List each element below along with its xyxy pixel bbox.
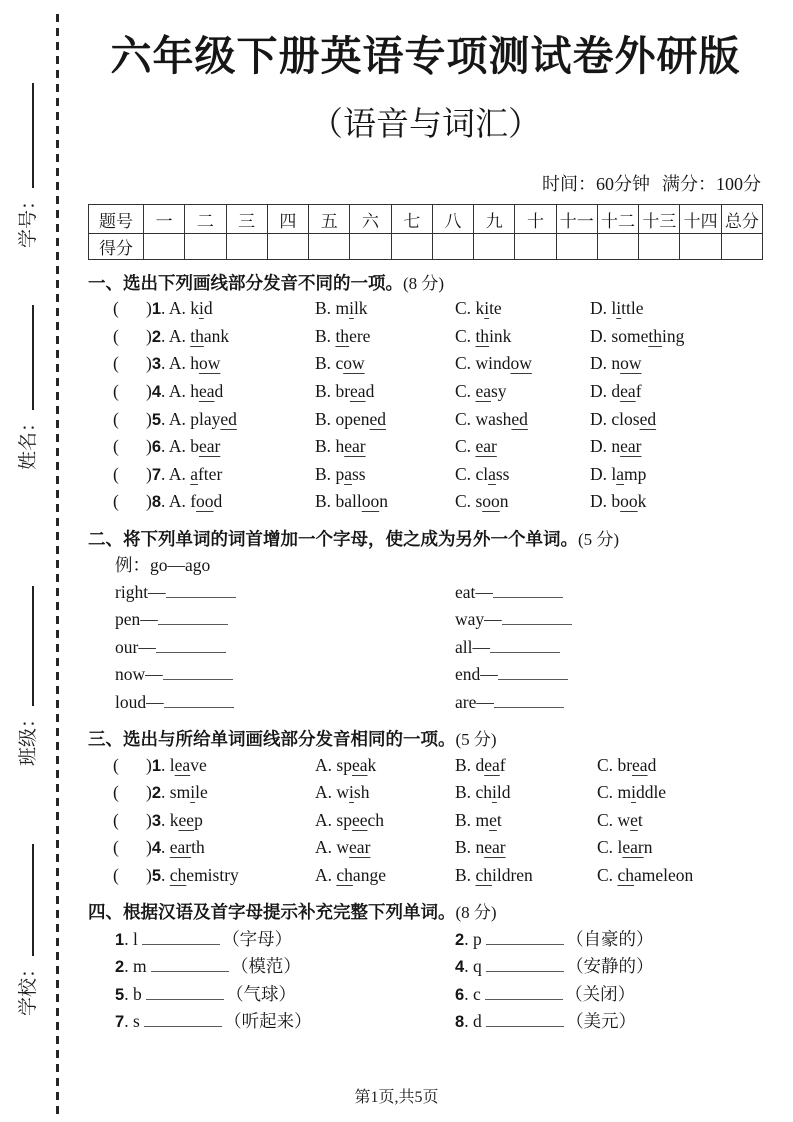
question-number: 2 (455, 930, 465, 949)
question-row (88, 488, 763, 516)
fill-item: 5. b （气球） (115, 983, 297, 1004)
answer-blank[interactable] (164, 692, 234, 708)
word: think (475, 325, 512, 346)
score-cell[interactable] (639, 234, 680, 260)
score-cell[interactable] (350, 234, 391, 260)
question-row (88, 350, 763, 378)
answer-paren[interactable]: ( (113, 298, 119, 319)
fill-row (88, 1007, 763, 1035)
answer-paren[interactable]: ( (113, 864, 119, 885)
question-stem: )5. chemistry (146, 864, 239, 885)
fill-item: 8. d （美元） (455, 1011, 637, 1032)
question-number: 4 (151, 383, 162, 402)
option-D: D. book (590, 491, 647, 512)
answer-blank[interactable] (493, 582, 563, 598)
question-stem: )3. keep (146, 809, 203, 830)
option-D: D. near (590, 436, 642, 457)
option-D: D. deaf (590, 381, 642, 402)
question-number: 5 (151, 410, 162, 429)
word: window (475, 353, 532, 374)
score-col-header: 十二 (597, 205, 638, 234)
fill-item: 2. m （模范） (115, 956, 301, 977)
section-points: (5 分) (578, 529, 620, 549)
exam-full-score: 满分：100分 (662, 174, 761, 194)
class-field (13, 571, 55, 766)
score-cell[interactable] (432, 234, 473, 260)
option-C: C. washed (455, 408, 528, 429)
word: middle (617, 782, 667, 803)
word: after (190, 463, 223, 484)
question-stem: )7. A. after (146, 463, 223, 484)
word: pass (335, 463, 366, 484)
exam-time: 时间：60分钟 (542, 174, 650, 194)
score-col-header: 二 (185, 205, 226, 234)
question-row (88, 433, 763, 461)
word: near (611, 436, 642, 457)
fill-item: 6. c （关闭） (455, 983, 636, 1004)
option-C: C. middle (597, 782, 667, 803)
score-col-header: 六 (350, 205, 391, 234)
answer-blank[interactable] (486, 929, 564, 945)
student-id-field (13, 80, 55, 248)
section-points: (5 分) (455, 730, 497, 750)
option-A: A. speak (315, 754, 377, 775)
sections (88, 272, 763, 1035)
question-number: 2 (151, 784, 162, 803)
word: hear (335, 436, 366, 457)
question-number: 8 (455, 1013, 465, 1032)
class-blank[interactable] (14, 586, 34, 706)
question-stem: )3. A. how (146, 353, 221, 374)
question-stem: )4. A. head (146, 381, 224, 402)
question-row (88, 834, 763, 862)
word: chemistry (169, 864, 239, 885)
word: bear (190, 436, 221, 457)
word: near (475, 837, 506, 858)
section-heading (88, 728, 763, 751)
section-heading (88, 528, 763, 551)
answer-blank[interactable] (498, 665, 568, 681)
fill-item: 2. p （自豪的） (455, 928, 654, 949)
word: wish (336, 782, 370, 803)
option-C: C. think (455, 325, 512, 346)
option-B: B. deaf (455, 754, 506, 775)
option-D: D. little (590, 298, 644, 319)
score-col-header: 三 (226, 205, 267, 234)
question-row (88, 807, 763, 835)
question-number: 6 (455, 985, 465, 1004)
transform-item: are— (455, 692, 564, 713)
option-C: C. kite (455, 298, 502, 319)
score-cell[interactable] (721, 234, 762, 260)
section-heading-text: 四、根据汉语及首字母提示补充完整下列单词。 (88, 902, 456, 923)
question-number: 8 (151, 493, 162, 512)
transform-item: right— (115, 582, 455, 603)
word: keep (169, 809, 203, 830)
transform-item: end— (455, 664, 568, 685)
section-heading (88, 272, 763, 295)
word: leave (169, 754, 207, 775)
answer-paren[interactable]: ( (113, 381, 119, 402)
score-table (88, 204, 763, 260)
section-heading-text: 二、将下列单词的词首增加一个字母，使之成为另外一个单词。 (88, 528, 578, 549)
option-A: A. speech (315, 809, 385, 830)
question-row (88, 779, 763, 807)
word: milk (335, 298, 368, 319)
school-label: 学校： (18, 958, 39, 1016)
question-stem: )2. smile (146, 782, 208, 803)
word: ear (475, 436, 497, 457)
section-heading (88, 901, 763, 924)
score-table-corner: 题号 (89, 205, 144, 234)
question-number: 4 (151, 839, 162, 858)
score-cell[interactable] (597, 234, 638, 260)
word: thank (190, 325, 230, 346)
school-field (13, 830, 55, 1016)
answer-blank[interactable] (144, 1011, 222, 1027)
word: speech (336, 809, 385, 830)
answer-paren[interactable]: ( (113, 837, 119, 858)
option-B: B. pass (315, 463, 366, 484)
word: smile (169, 782, 208, 803)
option-D: D. closed (590, 408, 657, 429)
fill-item: 4. q （安静的） (455, 956, 654, 977)
option-B: B. bread (315, 381, 375, 402)
word: deaf (475, 754, 506, 775)
option-B: B. children (455, 864, 533, 885)
answer-blank[interactable] (485, 984, 563, 1000)
word: lamp (611, 463, 647, 484)
score-col-header: 十 (515, 205, 556, 234)
fill-row (88, 924, 763, 952)
answer-blank[interactable] (486, 956, 564, 972)
score-row-label: 得分 (89, 234, 144, 260)
score-col-header: 七 (391, 205, 432, 234)
word: wear (336, 837, 371, 858)
word: wet (617, 809, 643, 830)
option-C: C. soon (455, 491, 509, 512)
word: book (611, 491, 647, 512)
question-number: 1 (151, 756, 162, 775)
word: now (611, 353, 642, 374)
word: food (190, 491, 223, 512)
score-col-header: 十三 (639, 205, 680, 234)
word: child (475, 782, 511, 803)
word: chameleon (617, 864, 694, 885)
question-stem: )2. A. thank (146, 325, 230, 346)
answer-paren[interactable]: ( (113, 754, 119, 775)
answer-blank[interactable] (156, 637, 226, 653)
transform-row (88, 689, 763, 717)
word: washed (475, 408, 528, 429)
transform-item: eat— (455, 582, 563, 603)
option-B: B. hear (315, 436, 366, 457)
transform-item: our— (115, 637, 455, 658)
example-line: 例：go—ago (115, 555, 211, 576)
score-cell[interactable] (680, 234, 721, 260)
binding-dashed-line (56, 14, 59, 1116)
question-number: 6 (151, 438, 162, 457)
score-cell[interactable] (309, 234, 350, 260)
word: met (475, 809, 502, 830)
word: there (335, 325, 371, 346)
word: learn (617, 837, 653, 858)
answer-paren[interactable]: ( (113, 809, 119, 830)
answer-paren[interactable]: ( (113, 353, 119, 374)
word: head (190, 381, 224, 402)
transform-item: way— (455, 609, 572, 630)
score-cell[interactable] (185, 234, 226, 260)
word: kid (190, 298, 213, 319)
exam-meta (88, 172, 763, 196)
question-row (88, 405, 763, 433)
word: change (336, 864, 386, 885)
score-col-header: 十一 (556, 205, 597, 234)
question-number: 7 (115, 1013, 125, 1032)
score-cell[interactable] (226, 234, 267, 260)
paper-content (88, 0, 763, 1035)
option-C: C. bread (597, 754, 657, 775)
question-number: 3 (151, 811, 162, 830)
word: deaf (611, 381, 642, 402)
transform-item: all— (455, 637, 560, 658)
option-B: B. near (455, 837, 506, 858)
question-number: 2 (151, 327, 162, 346)
question-stem: )8. A. food (146, 491, 223, 512)
fill-item: 7. s （听起来） (115, 1011, 312, 1032)
transform-item: pen— (115, 609, 455, 630)
word: earth (169, 837, 205, 858)
word: speak (336, 754, 377, 775)
question-row (88, 295, 763, 323)
question-number: 4 (455, 958, 465, 977)
question-row (88, 751, 763, 779)
word: class (475, 463, 510, 484)
score-col-header: 四 (267, 205, 308, 234)
word: opened (335, 408, 386, 429)
answer-paren[interactable]: ( (113, 491, 119, 512)
question-number: 5 (151, 866, 162, 885)
score-col-header: 五 (309, 205, 350, 234)
word: closed (611, 408, 657, 429)
option-C: C. chameleon (597, 864, 694, 885)
answer-blank[interactable] (158, 609, 228, 625)
word: balloon (335, 491, 388, 512)
question-stem: )4. earth (146, 837, 205, 858)
question-stem: )1. leave (146, 754, 207, 775)
option-B: B. milk (315, 298, 368, 319)
option-D: D. something (590, 325, 685, 346)
word: how (190, 353, 221, 374)
student-name-field (13, 285, 55, 470)
word: soon (475, 491, 509, 512)
option-C: C. class (455, 463, 510, 484)
answer-blank[interactable] (166, 582, 236, 598)
word: bread (335, 381, 375, 402)
answer-paren[interactable]: ( (113, 782, 119, 803)
transform-row (88, 606, 763, 634)
option-A: A. wear (315, 837, 371, 858)
score-cell[interactable] (144, 234, 185, 260)
option-C: C. learn (597, 837, 653, 858)
option-B: B. cow (315, 353, 365, 374)
answer-blank[interactable] (502, 609, 572, 625)
answer-blank[interactable] (146, 984, 224, 1000)
option-B: B. child (455, 782, 511, 803)
answer-blank[interactable] (494, 692, 564, 708)
word: children (475, 864, 533, 885)
option-D: D. lamp (590, 463, 647, 484)
school-blank[interactable] (14, 844, 34, 956)
question-number: 3 (151, 355, 162, 374)
answer-blank[interactable] (163, 665, 233, 681)
option-A: A. change (315, 864, 386, 885)
option-C: C. wet (597, 809, 643, 830)
transform-item: now— (115, 664, 455, 685)
score-cell[interactable] (474, 234, 515, 260)
word: bread (617, 754, 657, 775)
word: easy (475, 381, 507, 402)
question-row (88, 323, 763, 351)
question-number: 1 (115, 930, 125, 949)
option-C: C. ear (455, 436, 497, 457)
question-stem: )1. A. kid (146, 298, 213, 319)
question-number: 2 (115, 958, 125, 977)
question-row (88, 461, 763, 489)
question-row (88, 378, 763, 406)
section-points: (8 分) (403, 274, 445, 293)
option-C: C. window (455, 353, 532, 374)
option-B: B. met (455, 809, 502, 830)
transform-row (88, 634, 763, 662)
answer-blank[interactable] (142, 929, 220, 945)
section-heading-text: 一、选出下列画线部分发音不同的一项。 (88, 273, 403, 293)
score-cell[interactable] (391, 234, 432, 260)
option-B: B. there (315, 325, 371, 346)
score-col-header: 总分 (721, 205, 762, 234)
question-stem: )5. A. played (146, 408, 237, 429)
word: something (611, 325, 685, 346)
student-name-label: 姓名： (18, 412, 39, 470)
question-number: 1 (151, 300, 162, 319)
student-id-label: 学号： (18, 190, 39, 248)
question-number: 7 (151, 465, 162, 484)
page-footer: 第1页,共5页 (354, 1089, 439, 1106)
word: little (611, 298, 644, 319)
word: played (190, 408, 237, 429)
transform-row (88, 578, 763, 606)
score-col-header: 十四 (680, 205, 721, 234)
question-stem: )6. A. bear (146, 436, 221, 457)
score-col-header: 一 (144, 205, 185, 234)
answer-paren[interactable]: ( (113, 408, 119, 429)
answer-blank[interactable] (486, 1011, 564, 1027)
option-B: B. balloon (315, 491, 388, 512)
section-points: (8 分) (455, 903, 497, 923)
student-name-blank[interactable] (14, 305, 34, 410)
word: cow (335, 353, 365, 374)
answer-blank[interactable] (490, 637, 560, 653)
question-number: 5 (115, 985, 125, 1004)
option-A: A. wish (315, 782, 370, 803)
option-C: C. easy (455, 381, 507, 402)
word: kite (475, 298, 502, 319)
score-col-header: 九 (474, 205, 515, 234)
fill-row (88, 952, 763, 980)
score-col-header: 八 (432, 205, 473, 234)
answer-paren[interactable]: ( (113, 463, 119, 484)
fill-item: 1. l （字母） (115, 928, 293, 949)
page-title: 六年级下册英语专项测试卷外研版 (110, 33, 741, 79)
score-cell[interactable] (556, 234, 597, 260)
section-heading-text: 三、选出与所给单词画线部分发音相同的一项。 (88, 729, 456, 750)
score-cell[interactable] (267, 234, 308, 260)
option-D: D. now (590, 353, 642, 374)
answer-paren[interactable]: ( (113, 325, 119, 346)
fill-row (88, 979, 763, 1007)
answer-blank[interactable] (151, 956, 229, 972)
transform-item: loud— (115, 692, 455, 713)
question-row (88, 862, 763, 890)
class-label: 班级： (18, 708, 39, 766)
transform-row (88, 661, 763, 689)
answer-paren[interactable]: ( (113, 436, 119, 457)
student-id-blank[interactable] (14, 83, 34, 188)
page-subtitle: （语音与词汇） (310, 107, 541, 143)
option-B: B. opened (315, 408, 386, 429)
score-cell[interactable] (515, 234, 556, 260)
